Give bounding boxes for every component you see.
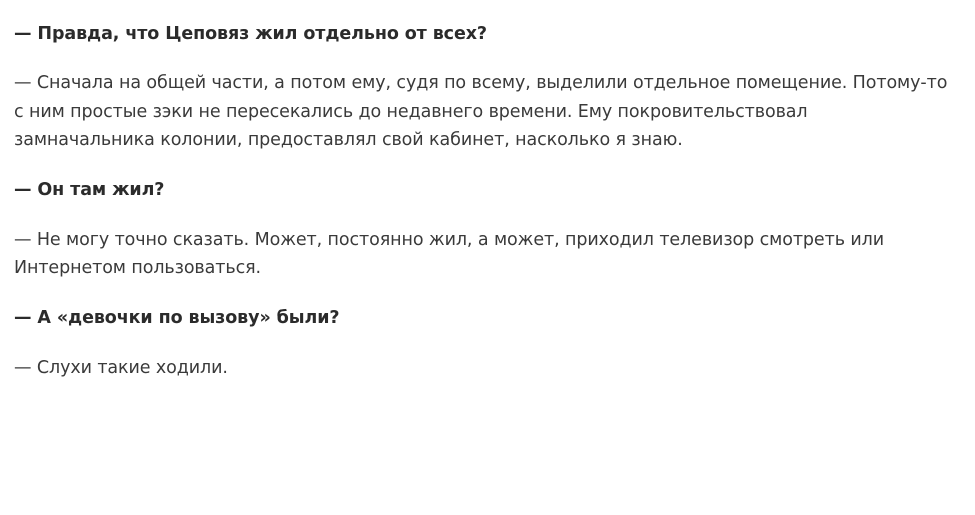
- interview-question: — Он там жил?: [14, 180, 165, 201]
- interview-answer: — Не могу точно сказать. Может, постоянно жил, а может, приходил телевизор смотреть или Интернетом пользоваться.: [14, 229, 885, 279]
- interview-question: — Правда, что Цеповяз жил отдельно от всех?: [14, 24, 487, 44]
- interview-question: — А «девочки по вызову» были?: [14, 308, 340, 329]
- interview-answer: — Сначала на общей части, а потом ему, судя по всему, выделили отдельное помещение. Потому-то с ним простые зэки не пересекались до недавнего времени. Ему покровительствовал замначальника колонии, предоставлял свой кабинет, насколько я знаю.: [14, 73, 948, 151]
- interview-answer: — Слухи такие ходили.: [14, 357, 228, 378]
